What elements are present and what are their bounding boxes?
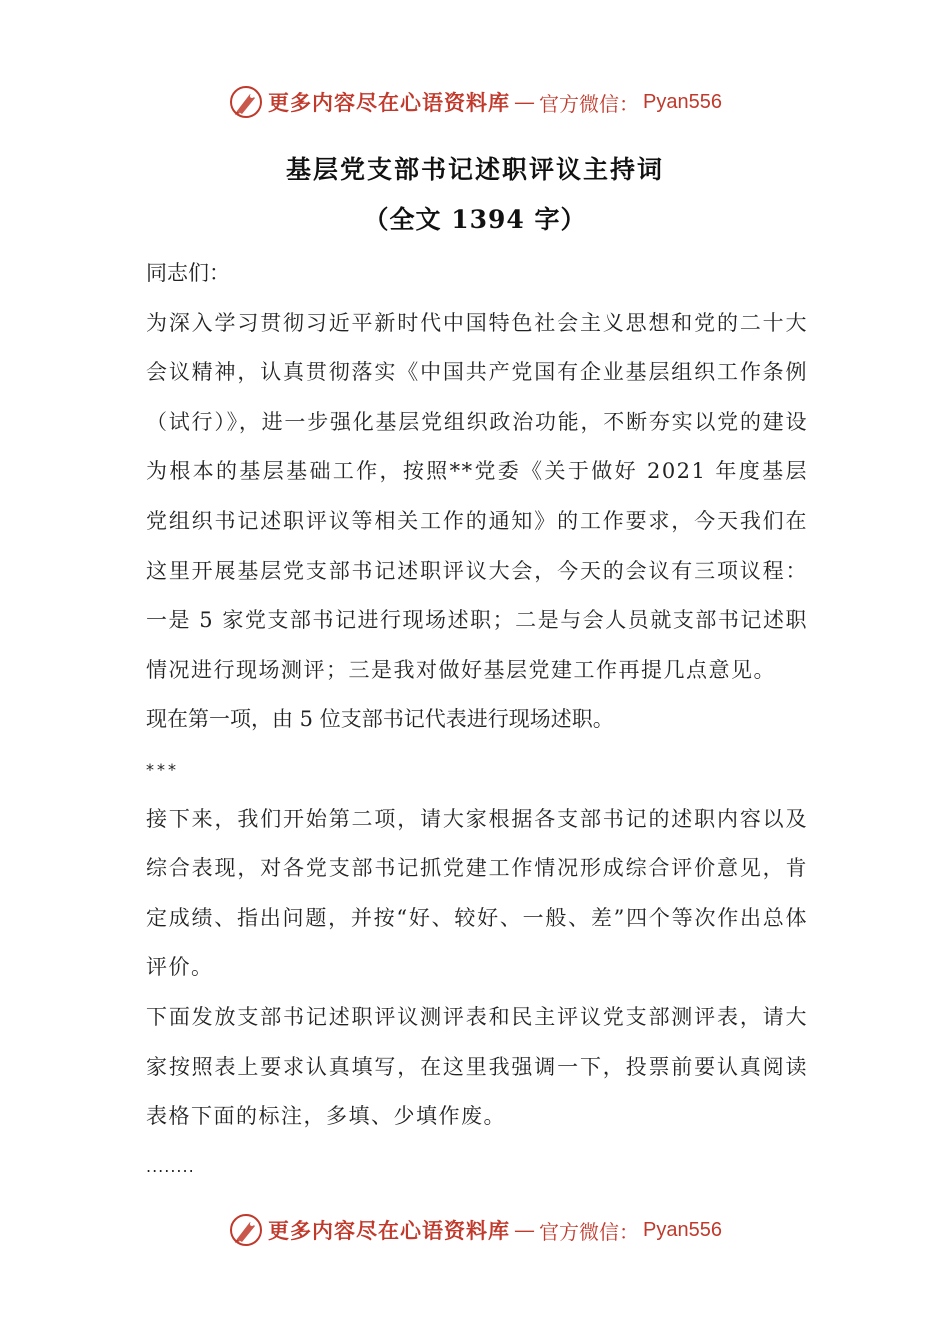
banner-wechat-label: 官方微信： [539, 1219, 640, 1244]
paragraph-separator: *** [146, 759, 179, 779]
paragraph-intro: 为深入学习贯彻习近平新时代中国特色社会主义思想和党的二十大会议精神，认真贯彻落实《中国共产党国有企业基层组织工作条例（试行）》，进一步强化基层党组织政治功能，不断夯实以党的建设为根本的基层基础工作，按照**党委《关于做好 2021 年度基层党组织书记述职评议等相关工作的通知》的工作要求，今天我们在这里开展基层党支部书记述职评议大会，今天的会议有三项议程：一是 5 家党支部书记进行现场述职；二是与会人员就支部书记述职情况进行现场测评；三是我对做好基层党建工作再提几点意见。 [146, 310, 808, 682]
banner-dash: — [514, 1218, 536, 1242]
banner-site-name: 更多内容尽在心语资料库 [268, 90, 511, 115]
banner-wechat-label: 官方微信： [539, 91, 640, 116]
footer-banner [0, 1210, 950, 1250]
paragraph-first-item: 现在第一项，由 5 位支部书记代表进行现场述职。 [146, 707, 614, 732]
pen-nib-logo-icon [228, 1212, 264, 1248]
banner-wechat-id: Pyan556 [643, 90, 722, 113]
banner-site-name: 更多内容尽在心语资料库 [268, 1218, 511, 1243]
document-title: 基层党支部书记述职评议主持词 [285, 155, 664, 184]
pen-nib-logo-icon [228, 84, 264, 120]
paragraph-ellipsis: ........ [146, 1156, 195, 1176]
greeting: 同志们： [146, 261, 230, 285]
header-banner [0, 82, 950, 122]
paragraph-second-item: 接下来，我们开始第二项，请大家根据各支部书记的述职内容以及综合表现，对各党支部书记抓党建工作情况形成综合评价意见，肯定成绩、指出问题，并按“好、较好、一般、差”四个等次作出总体评价。 [146, 806, 808, 980]
document-body [146, 249, 808, 1191]
document-subtitle: （全文 1394 字） [363, 205, 587, 234]
banner-dash: — [514, 90, 536, 114]
banner-wechat-id: Pyan556 [643, 1218, 722, 1241]
paragraph-distribute-forms: 下面发放支部书记述职评议测评表和民主评议党支部测评表，请大家按照表上要求认真填写，在这里我强调一下，投票前要认真阅读表格下面的标注，多填、少填作废。 [146, 1004, 808, 1129]
